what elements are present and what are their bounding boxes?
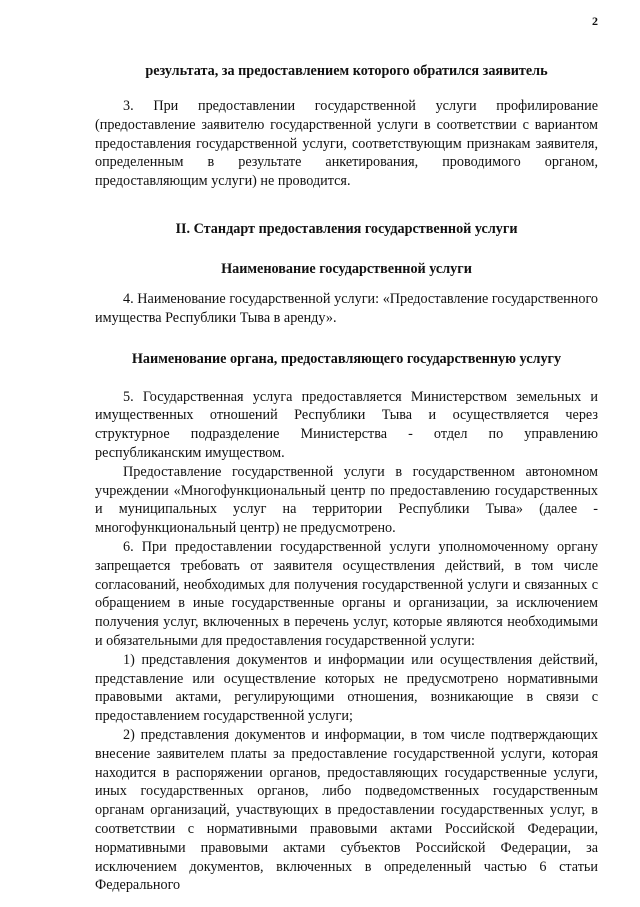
paragraph-4: 4. Наименование государственной услуги: «Предоставление государственного имущества Республики Тыва в аренду».: [95, 290, 598, 326]
section-2-heading: II. Стандарт предоставления государственной услуги: [175, 220, 518, 237]
paragraph-6: 6. При предоставлении государственной услуги уполномоченному органу запрещается требовать от заявителя осуществления действий, в том числе согласований, необходимых для получения государственной услуги и связанных с обращением в иные государственные органы и организации, за исключением получения услуг, включенных в перечень услуг, которые являются необходимыми и обязательными для предоставления государственной услуги:: [95, 538, 598, 649]
heading-authority-name: Наименование органа, предоставляющего государственную услугу: [131, 350, 562, 367]
paragraph-6-item-2: 2) представления документов и информации, в том числе подтверждающих внесение заявителем платы за предоставление государственной услуги, которая находится в распоряжении органов, предоставляющих государственные услуги, иных государственных органов, либо подведомственных государственным органам организаций, участвующих в предоставлении государственных услуг, в соответствии с нормативными правовыми актами Российской Федерации, нормативными правовыми актами субъектов Российской Федерации, за исключением документов, включенных в определенный частью 6 статьи Федерального: [95, 726, 598, 894]
paragraph-6-item-1: 1) представления документов и информации или осуществления действий, представление или осуществление которых не предусмотрено нормативными правовыми актами, регулирующими отношения, возникающие в связи с предоставлением государственной услуги;: [95, 651, 598, 725]
document-body: [95, 62, 598, 895]
paragraph-5-continued: Предоставление государственной услуги в государственном автономном учреждении «Многофункциональный центр по предоставлению государственных и муниципальных услуг на территории Республики Тыва» (далее - многофункциональный центр) не предусмотрено.: [95, 463, 598, 537]
paragraph-5: 5. Государственная услуга предоставляется Министерством земельных и имущественных отношений Республики Тыва и осуществляется через структурное подразделение Министерства - отдел по управлению республиканским имуществом.: [95, 388, 598, 461]
heading-result: результата, за предоставлением которого обратился заявитель: [145, 63, 548, 79]
paragraph-3: 3. При предоставлении государственной услуги профилирование (предоставление заявителю государственной услуги в соответствии с вариантом предоставления государственной услуги, соответствующим признакам заявителя, определенным в результате анкетирования, проводимого органом, предоставляющим услуги) не проводится.: [95, 98, 598, 190]
heading-service-name: Наименование государственной услуги: [221, 260, 472, 277]
page-number: 2: [592, 14, 598, 28]
